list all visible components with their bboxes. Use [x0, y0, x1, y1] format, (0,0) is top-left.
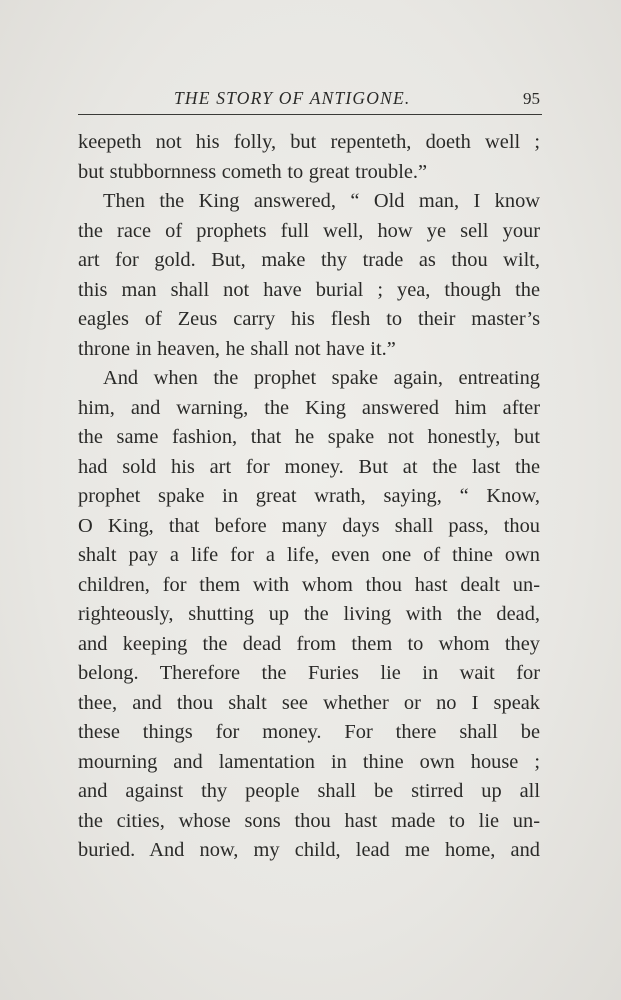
text-line: mourning and lamentation in thine own house ;	[78, 750, 540, 773]
text-line: prophet spake in great wrath, saying, “ Know,	[78, 485, 540, 507]
text-line: Then the King answered, “ Old man, I know	[103, 190, 540, 212]
text-line: the race of prophets full well, how ye sell your	[78, 219, 540, 242]
header-rule	[78, 114, 542, 115]
text-line: righteously, shutting up the living with the dead,	[78, 603, 540, 625]
text-line: O King, that before many days shall pass, thou	[78, 514, 540, 537]
text-line: thee, and thou shalt see whether or no I speak	[78, 691, 540, 714]
text-line: art for gold. But, make thy trade as thou wilt,	[78, 249, 540, 271]
page-number: 95	[523, 89, 540, 108]
text-line: keepeth not his folly, but repenteth, doeth well ;	[78, 131, 540, 153]
text-line: the cities, whose sons thou hast made to lie un-	[78, 809, 540, 832]
text-line: and keeping the dead from them to whom they	[78, 632, 540, 655]
text-line: and against thy people shall be stirred up all	[78, 780, 540, 802]
text-line: had sold his art for money. But at the last the	[78, 455, 540, 478]
text-line: shalt pay a life for a life, even one of thine own	[78, 544, 540, 566]
text-line: but stubbornness cometh to great trouble.”	[78, 160, 428, 183]
running-head	[78, 88, 542, 114]
text-line: throne in heaven, he shall not have it.”	[78, 337, 396, 360]
text-line: children, for them with whom thou hast dealt un-	[78, 573, 540, 596]
text-line: buried. And now, my child, lead me home, and	[78, 839, 540, 861]
text-line: eagles of Zeus carry his flesh to their master’s	[78, 308, 540, 330]
text-line: these things for money. For there shall be	[78, 721, 540, 743]
text-line: And when the prophet spake again, entreating	[103, 367, 540, 389]
text-line: the same fashion, that he spake not honestly, but	[78, 426, 540, 448]
body-text	[78, 128, 540, 866]
running-title: THE STORY OF ANTIGONE.	[174, 88, 411, 108]
text-line: belong. Therefore the Furies lie in wait for	[78, 662, 540, 684]
text-line: this man shall not have burial ; yea, though the	[78, 278, 540, 301]
text-line: him, and warning, the King answered him after	[78, 396, 540, 419]
